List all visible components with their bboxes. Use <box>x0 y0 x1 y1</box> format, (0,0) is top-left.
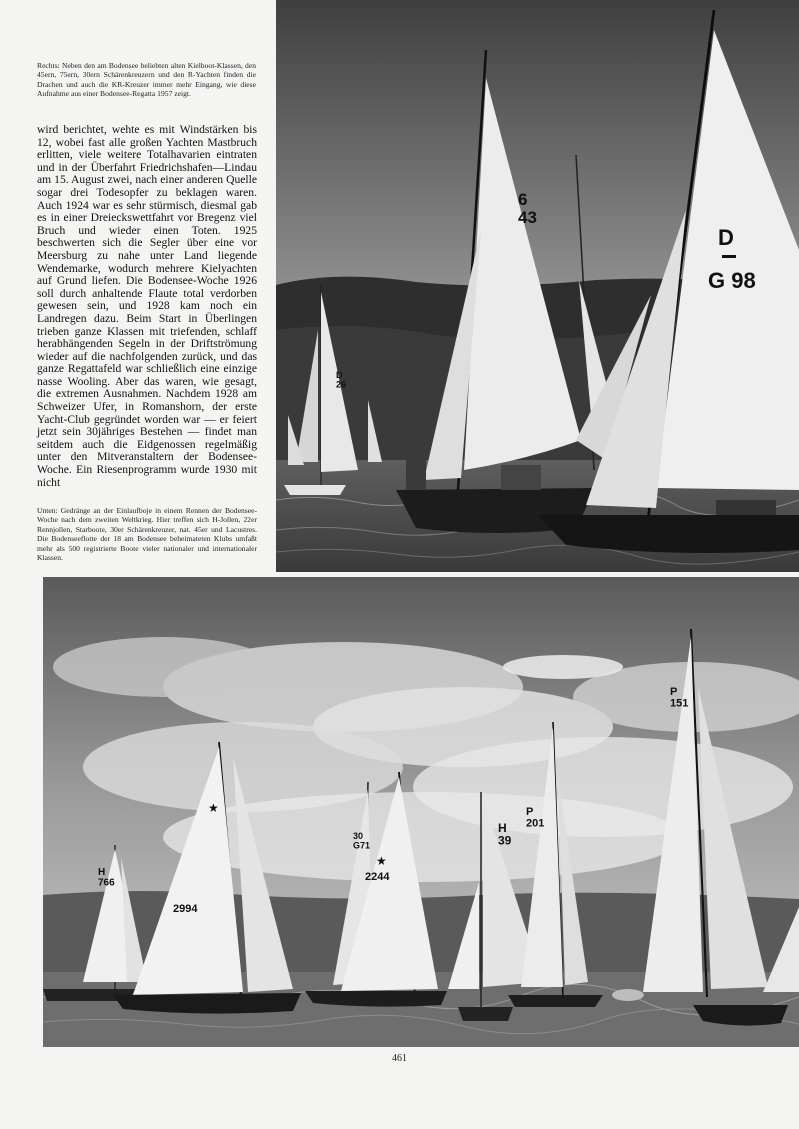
sail-number-boat-6: P 201 <box>526 806 545 830</box>
star-icon: ★ <box>376 854 387 868</box>
star-icon: ★ <box>208 801 219 815</box>
sail-number-small-boat: D 26 <box>336 370 347 390</box>
article-body-text: wird berichtet, wehte es mit Windstärken bis 12, wobei fast alle großen Yachten Mastbruch erlitten, viele weitere Totalhavarien eintraten und in der Überfahrt Friedrichshafen—Lindau am 15. August zwei, nach einer anderen Quelle sogar drei Todesopfer zu beklagen waren. Auch 1924 war es sehr stürmisch, diesmal gab es in einer Dreieckswettfahrt vor Bregenz viel Bruch und wieder einen Toten. 1925 beschwerten sich die Segler über eine vor Meersburg zu nahe unter Land liegende Wendemarke, wodurch mehrere Kielyachten auf Grund liefen. Die Bodensee-Woche 1926 soll durch anhaltende Flaute total verdorben gewesen sein, und 1928 kam noch ein Landregen dazu. Beim Start in Überlingen trieben ganze Klassen mit triefenden, schlaff herabhängenden Segeln in der Driftströmung wieder auf die nachfolgenden zurück, und das ganze Regattafeld war schließlich eine einzige nasse Wooling. Aber das waren, wie gesagt, die extremen Ausnahmen. Nachdem 1928 am Schweizer Ufer, in Romanshorn, der erste Yacht-Club gegründet worden war — er feiert jetzt sein 30jähriges Bestehen — findet man seitdem auch die Eidgenossen regelmäßig unter den Mitveranstaltern der Bodensee-Woche. Ein Riesenprogramm wurde 1930 mit nicht <box>37 123 257 489</box>
photo-caption-bottom: Unten: Gedränge an der Einlaufboje in einem Rennen der Bodensee-Woche nach dem zweiten Weltkrieg. Hier treffen sich H-Jollen, 22er Rennjollen, Starboote, 30er Schärenkreuzer, nat. 45er und Lacustres. Die Bodenseeflotte der 18 am Bodensee beheimateten Klubs umfaßt mehr als 500 registrierte Boote vieler nationaler und internationaler Klassen. <box>37 506 257 563</box>
sail-number-boat-4: 2244 <box>365 871 390 883</box>
photo-boats-at-buoy <box>43 577 799 1047</box>
sail-number-boat-2: 2994 <box>173 903 198 915</box>
sail-number-boat-1: H 766 <box>98 867 115 889</box>
sail-number-middle-yacht: 6 43 <box>518 190 537 227</box>
photo-regatta-yachts <box>276 0 799 572</box>
sail-number-boat-3: 30 G71 <box>353 831 371 851</box>
photo-caption-top: Rechts: Neben den am Bodensee beliebten alten Kielboot-Klassen, den 45ern, 75ern, 30ern Schärenkreuzern und den R-Yachten finden die Drachen und auch die KR-Kreuzer immer mehr Eingang, wie diese Aufnahme aus einer Bodensee-Regatta 1957 zeigt. <box>37 61 256 99</box>
sail-number-boat-7: P 151 <box>670 686 689 710</box>
page-number: 461 <box>392 1053 407 1064</box>
sail-country-right-yacht: D <box>718 225 734 250</box>
sail-number-right-yacht: G 98 <box>708 268 756 293</box>
sail-number-boat-5: H 39 <box>498 821 512 848</box>
